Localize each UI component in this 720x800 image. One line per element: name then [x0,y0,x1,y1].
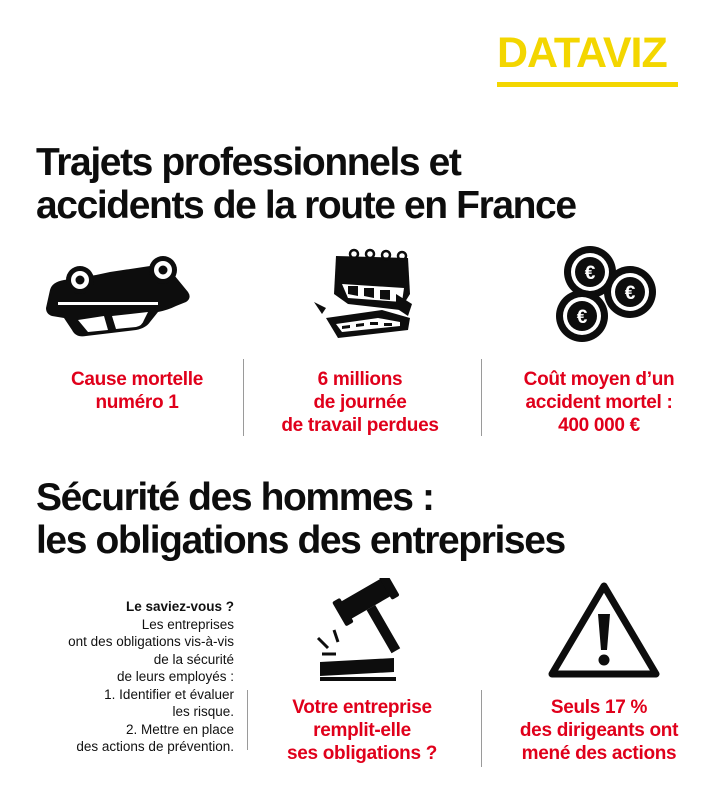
stat-line: 6 millions [317,369,403,390]
stat-cout-moyen [493,368,705,437]
stat-line: Seuls 17 % [550,697,648,718]
info-line: ont des obligations vis-à-vis [68,634,234,649]
info-line: de leurs employés : [116,669,234,684]
badge-underline [497,82,678,87]
overturned-car-icon [38,250,200,345]
stat-line: des dirigeants ont [519,720,679,741]
stat-line: de travail perdues [281,415,439,436]
dataviz-badge: DATAVIZ [497,29,667,77]
stat-line: de journée [313,392,407,413]
stat-line: Coût moyen d’un [523,369,675,390]
svg-text:€: € [624,283,636,304]
svg-text:€: € [576,307,588,328]
section1-title-line: accidents de la route en France [36,184,576,227]
stat-journees-perdues [255,368,465,437]
section2-title [36,476,565,562]
stat-line: 400 000 € [558,415,640,436]
stat-obligations-question [262,696,462,765]
calendar-icon [312,244,418,344]
stat-line: Votre entreprise [292,697,432,718]
info-line: les risque. [172,704,234,719]
info-lead: Le saviez-vous ? [125,599,234,614]
gavel-icon [310,578,416,682]
svg-text:€: € [584,263,596,284]
info-line: des actions de prévention. [76,739,234,754]
euro-coins-icon [550,244,658,344]
stat-line: ses obligations ? [286,743,438,764]
info-line: de la sécurité [153,651,234,667]
warning-icon [546,580,662,680]
info-block [34,598,234,756]
stat-dirigeants [493,696,705,765]
info-line: 1. Identifier et évaluer [104,686,234,702]
info-line: 2. Mettre en place [125,721,234,737]
stat-line: accident mortel : [525,392,673,413]
stat-line: Cause mortelle [70,369,204,390]
section2-title-line: les obligations des entreprises [36,519,565,562]
section2-title-line: Sécurité des hommes : [36,476,434,519]
divider [481,359,482,436]
divider [481,690,482,767]
section1-title [36,141,576,227]
divider [247,690,248,750]
stat-line: numéro 1 [95,392,179,413]
stat-line: remplit-elle [313,720,411,741]
section1-title-line: Trajets professionnels et [36,141,461,184]
stat-line: mené des actions [521,743,677,764]
stat-cause-mortelle [32,368,242,414]
info-line: Les entreprises [141,616,234,632]
divider [243,359,244,436]
